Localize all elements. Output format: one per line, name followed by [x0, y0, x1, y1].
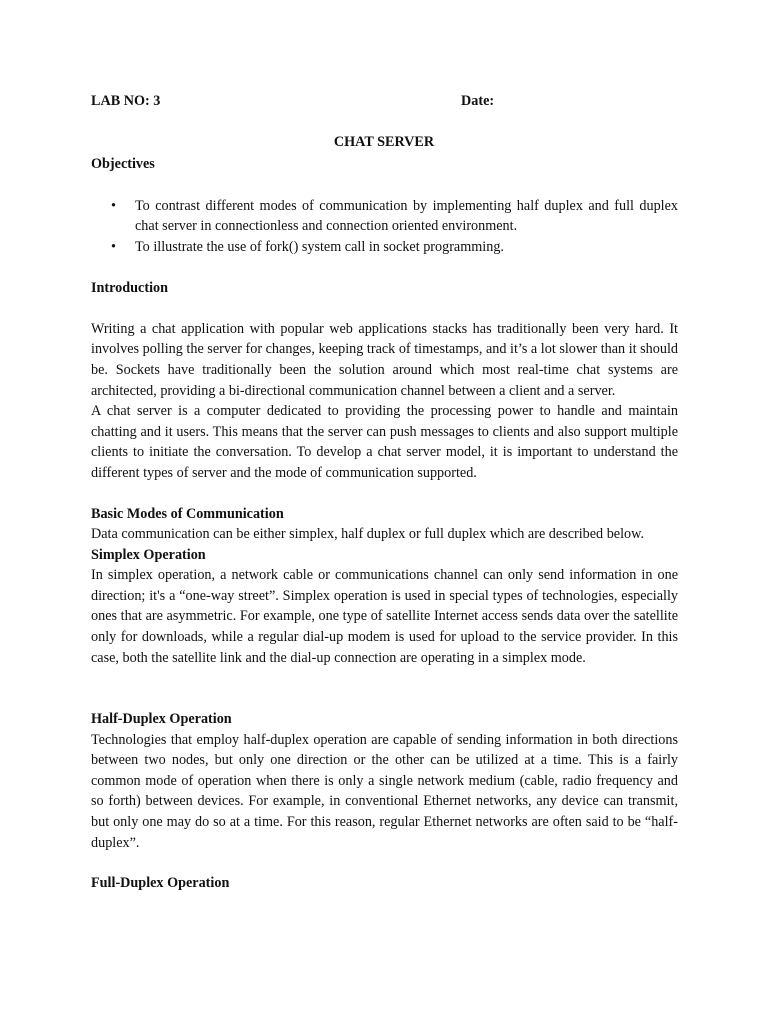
lab-number: LAB NO: 3	[91, 93, 161, 109]
date-label: Date:	[461, 93, 495, 109]
basic-modes-heading: Basic Modes of Communication	[91, 505, 284, 522]
introduction-paragraph-1: Writing a chat application with popular web applications stacks has traditionally been very hard. It involves polling the server for changes, keeping track of timestamps, and it’s a lot slower than it should be. Sockets have traditionally been the solution around which most real-time chat systems are architected, providing a bi-directional communication channel between a client and a server.	[91, 320, 678, 399]
objectives-list	[91, 196, 678, 258]
half-duplex-text: Technologies that employ half-duplex operation are capable of sending information in both directions between two nodes, but only one direction or the other can be utilized at a time. This is a fairly common mode of operation when there is only a single network medium (cable, radio frequency and so forth) between devices. For example, in conventional Ethernet networks, any device can transmit, but only one may do so at a time. For this reason, regular Ethernet networks are often said to be “half-duplex”.	[91, 731, 678, 851]
introduction-paragraph-2: A chat server is a computer dedicated to providing the processing power to handle and maintain chatting and it users. This means that the server can push messages to clients and also support multiple clients to initiate the conversation. To develop a chat server model, it is important to understand the different types of server and the mode of communication supported.	[91, 403, 678, 481]
document-title: CHAT SERVER	[333, 134, 435, 150]
bullet-icon: •	[111, 197, 116, 214]
objective-item	[91, 196, 678, 237]
bullet-icon: •	[111, 238, 116, 255]
objective-text: To illustrate the use of fork() system call in socket programming.	[135, 238, 504, 255]
introduction-heading: Introduction	[91, 280, 168, 297]
basic-modes-text: Data communication can be either simplex, half duplex or full duplex which are described below.	[91, 526, 644, 543]
header-row	[91, 93, 691, 113]
full-duplex-heading: Full-Duplex Operation	[91, 875, 230, 892]
simplex-text: In simplex operation, a network cable or communications channel can only send information in one direction; it's a “one-way street”. Simplex operation is used in special types of technologies, especially ones that are asymmetric. For example, one type of satellite Internet access sends data over the satellite only for downloads, while a regular dial-up modem is used for upload to the service provider. In this case, both the satellite link and the dial-up connection are operating in a simplex mode.	[91, 567, 678, 666]
simplex-heading: Simplex Operation	[91, 546, 206, 563]
objective-item	[91, 237, 678, 258]
document-body	[91, 154, 678, 894]
objectives-heading: Objectives	[91, 156, 155, 172]
half-duplex-heading: Half-Duplex Operation	[91, 711, 232, 728]
objective-text: To contrast different modes of communication by implementing half duplex and full duplex chat server in connectionless and connection oriented environment.	[135, 197, 678, 235]
